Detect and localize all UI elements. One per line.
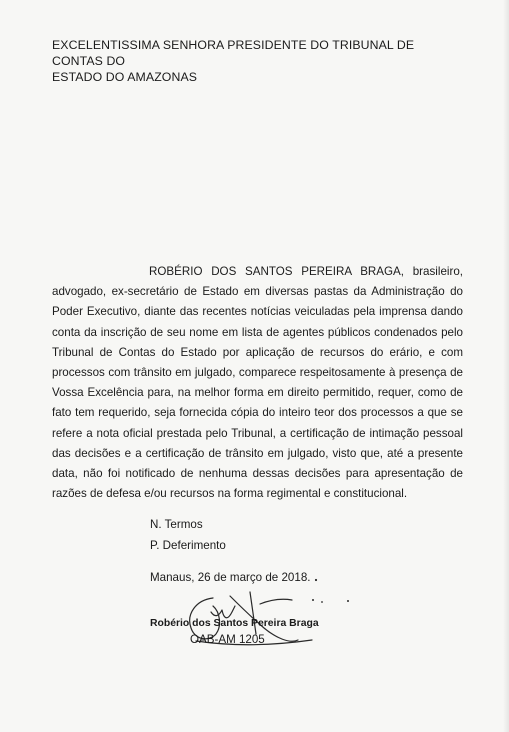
signatory-oab: OAB-AM 1205 (190, 633, 265, 646)
closing-deferimento: P. Deferimento (150, 539, 226, 552)
addressee (52, 37, 462, 85)
date-line: Manaus, 26 de março de 2018. (150, 571, 311, 584)
signatory-name: Robério dos Santos Pereira Braga (150, 618, 319, 629)
addressee-line-2: ESTADO DO AMAZONAS (52, 70, 198, 84)
petition-text: , brasileiro, advogado, ex-secretário de Estado em diversas pastas da Administração do Poder Executivo, diante das recentes notícias veiculadas pela imprensa dando conta da inscrição de seu nome em lista de agentes públicos condenados pelo Tribunal de Contas do Estado por aplicação de recursos do erário, e com processos com trânsito em julgado, comparece respeitosamente à presença de Vossa Excelência para, na melhor forma em direito permitido, requer, como de fato tem requerido, seja fornecida cópia do inteiro teor dos processos a que se refere a nota oficial prestada pelo Tribunal, a certificação de intimação pessoal das decisões e a certificação de trânsito em julgado, visto que, até a presente data, não foi notificado de nenhuma dessas decisões para apresentação de razões de defesa e/ou recursos na forma regimental e constitucional. (52, 265, 463, 501)
petitioner-name: ROBÉRIO DOS SANTOS PEREIRA BRAGA (149, 265, 401, 278)
scan-edge-shadow (503, 0, 509, 732)
petition-body (52, 262, 463, 504)
addressee-line-1: EXCELENTISSIMA SENHORA PRESIDENTE DO TRIBUNAL DE CONTAS DO (52, 38, 415, 68)
closing-termos: N. Termos (150, 518, 203, 531)
